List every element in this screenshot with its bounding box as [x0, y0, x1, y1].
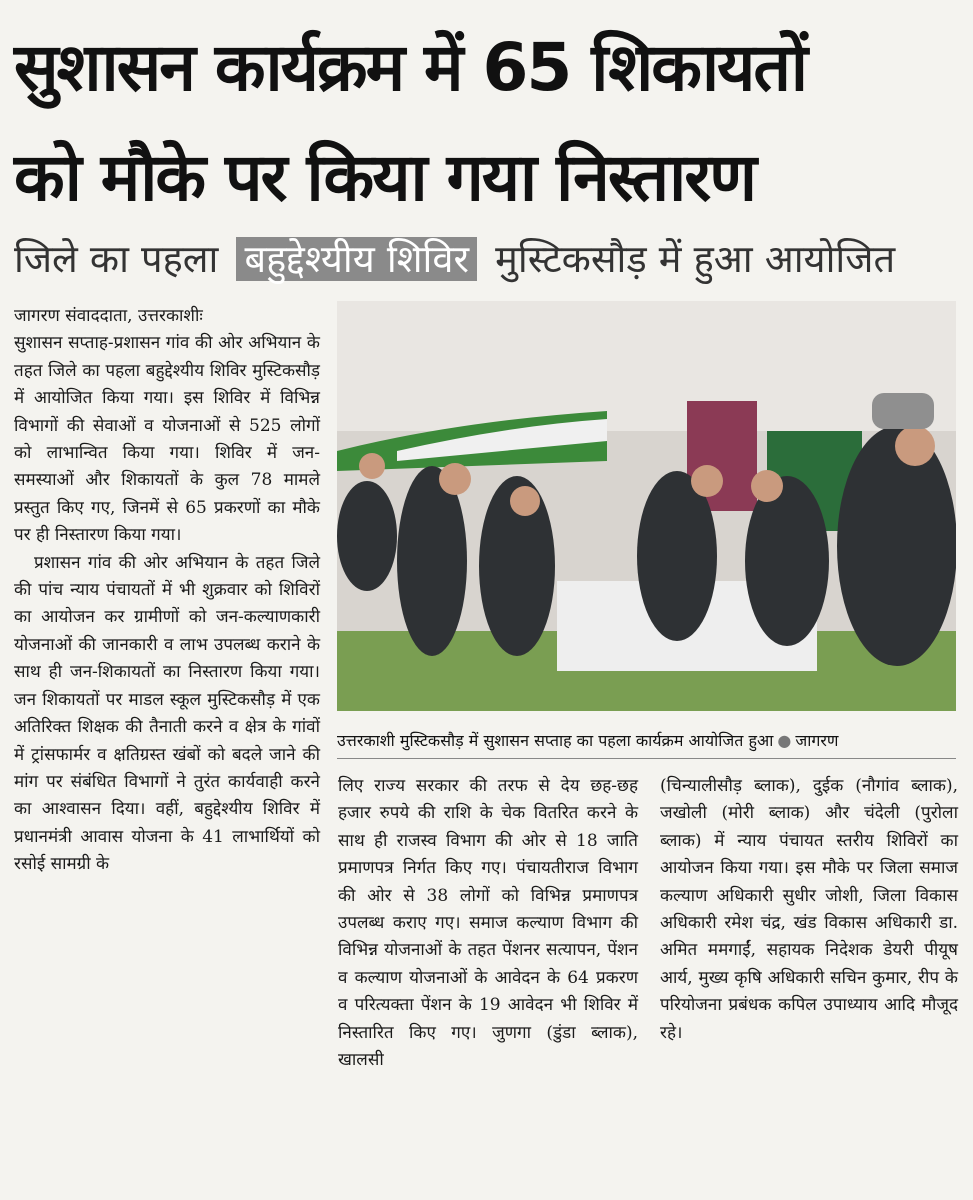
article-column-2-text: लिए राज्य सरकार की तरफ से देय छह-छह हजार रुपये की राशि के चेक वितरित करने के साथ ही राजस्व विभाग की ओर से 18 जाति प्रमाणपत्र निर्गत किए गए। पंचायतीराज विभाग की ओर से 38 लोगों को विभिन्न प्रमाणपत्र उपलब्ध कराए गए। समाज कल्याण विभाग की विभिन्न योजनाओं के तहत पेंशनर सत्यापन, पेंशन व कल्याण योजनाओं के आवेदन के 64 प्रकरण व परित्यक्ता पेंशन के 19 आवेदन भी शिविर में निस्तारित किए गए। जुणगा (डुंडा ब्लाक), खालसी — [338, 776, 638, 1071]
photo-illustration — [337, 301, 956, 711]
caption-bullet-icon: ● — [777, 731, 792, 750]
subheadline — [14, 230, 959, 290]
article-paragraph-1: सुशासन सप्ताह-प्रशासन गांव की ओर अभियान के तहत जिले का पहला बहुद्देश्यीय शिविर मुस्टिकसौड़ में आयोजित किया गया। इस शिविर में विभिन्न विभागों की सेवाओं व योजनाओं से 525 लोगों को लाभान्वित किया गया। शिविर में जन-समस्याओं और शिकायतों के कुल 78 मामले प्रस्तुत किए गए, जिनमें से 65 प्रकरणों का मौके पर ही निस्तारण किया गया। — [14, 333, 320, 546]
article-column-3 — [660, 773, 958, 1047]
photo-caption — [337, 724, 956, 759]
subhead-before: जिले का पहला — [14, 237, 219, 281]
caption-credit: जागरण — [795, 731, 839, 750]
headline — [14, 14, 959, 234]
dateline: जागरण संवाददाता, उत्तरकाशीः — [14, 306, 203, 326]
article-paragraph-2: प्रशासन गांव की ओर अभियान के तहत जिले की पांच न्याय पंचायतों में भी शुक्रवार को शिविरों का आयोजन कर ग्रामीणों को जन-कल्याणकारी योजनाओं की जानकारी व लाभ उपलब्ध कराने के साथ ही जन-शिकायतों का निस्तारण किया गया। जन शिकायतों पर माडल स्कूल मुस्टिकसौड़ में एक अतिरिक्त शिक्षक की तैनाती करने व क्षेत्र के गांवों में ट्रांसफार्मर व क्षतिग्रस्त खंबों को बदले जाने की मांग पर संबंधित विभागों ने तुरंत कार्यवाही करने का आश्वासन दिया। वहीं, बहुद्देश्यीय शिविर में प्रधानमंत्री आवास योजना के 41 लाभार्थियों को रसोई सामग्री के — [14, 552, 320, 875]
subhead-highlight: बहुद्देश्यीय शिविर — [236, 237, 477, 281]
article-column-1 — [14, 303, 320, 879]
subhead-after: मुस्टिकसौड़ में हुआ आयोजित — [495, 237, 896, 281]
article-column-3-text: (चिन्यालीसौड़ ब्लाक), दुईक (नौगांव ब्लाक), जखोली (मोरी ब्लाक) और चंदेली (पुरोला ब्लाक) में न्याय पंचायत स्तरीय शिविरों का आयोजन किया गया। इस मौके पर जिला समाज कल्याण अधिकारी सुधीर जोशी, जिला विकास अधिकारी रमेश चंद्र, खंड विकास अधिकारी डा. अमित ममगाईं, सहायक निदेशक डेयरी पीयूष आर्य, मुख्य कृषि अधिकारी सचिन कुमार, रीप के परियोजना प्रबंधक कपिल उपाध्याय आदि मौजूद रहे। — [660, 776, 958, 1043]
caption-text: उत्तरकाशी मुस्टिकसौड़ में सुशासन सप्ताह का पहला कार्यक्रम आयोजित हुआ — [337, 731, 774, 750]
headline-line-2: को मौके पर किया गया निस्तारण — [14, 139, 755, 216]
headline-line-1: सुशासन कार्यक्रम में 65 शिकायतों — [14, 29, 807, 106]
news-photo — [337, 301, 956, 711]
article-column-2 — [338, 773, 638, 1074]
